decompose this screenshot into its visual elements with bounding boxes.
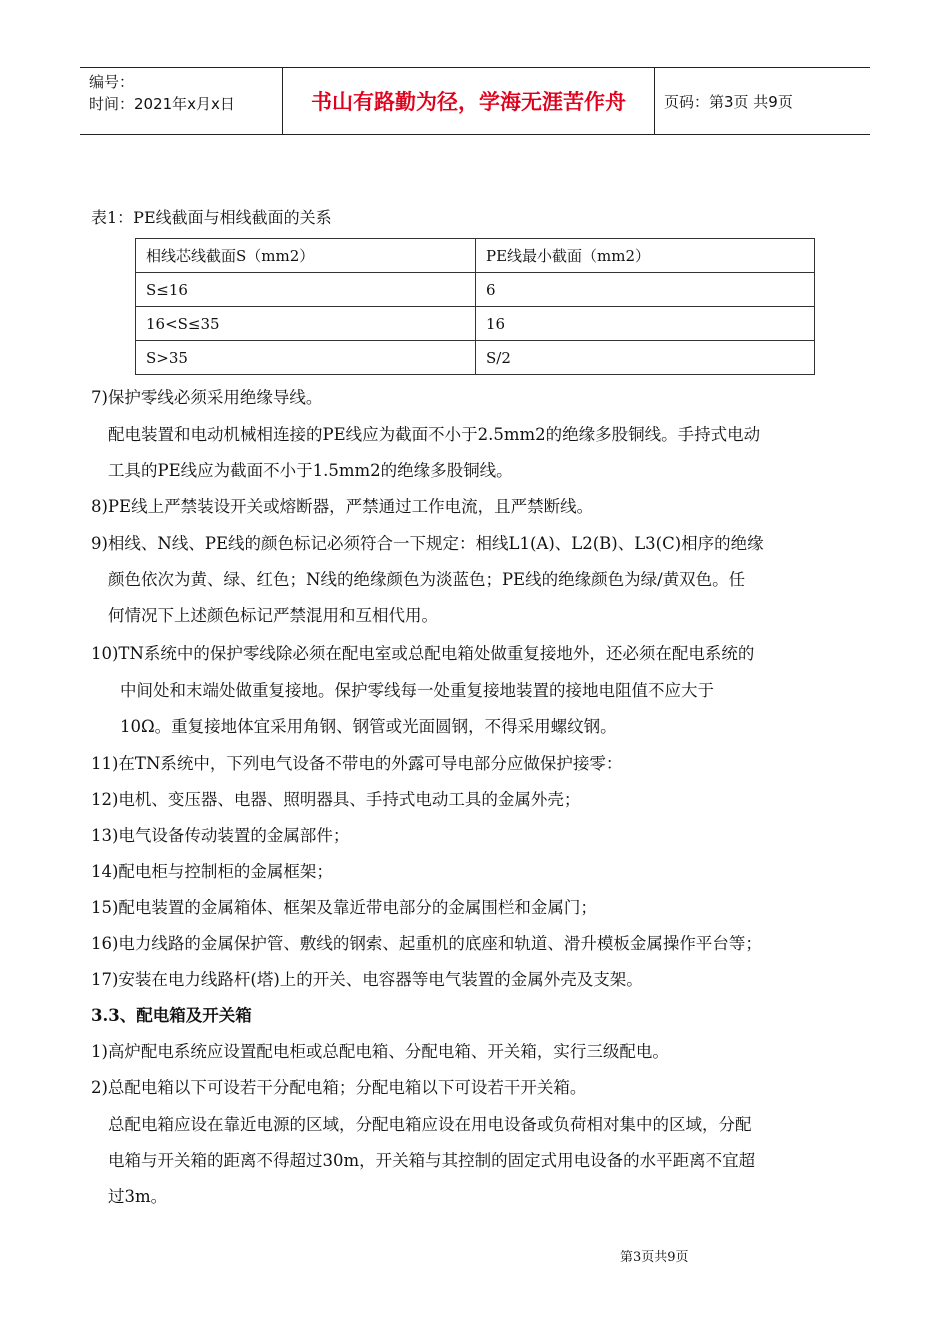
paragraph-line: 11)在TN系统中，下列电气设备不带电的外露可导电部分应做保护接零： bbox=[91, 754, 623, 773]
pe-section-table bbox=[135, 238, 815, 375]
date-label: 时间：2021年x月x日 bbox=[89, 95, 235, 113]
paragraph-line: 何情况下上述颜色标记严禁混用和互相代用。 bbox=[108, 606, 438, 625]
paragraph-line: 2)总配电箱以下可设若干分配电箱；分配电箱以下可设若干开关箱。 bbox=[91, 1078, 587, 1097]
table-row bbox=[136, 307, 815, 341]
table-cell: 16 bbox=[476, 307, 815, 341]
paragraph-line: 过3m。 bbox=[108, 1187, 168, 1206]
paragraph-line: 9)相线、N线、PE线的颜色标记必须符合一下规定：相线L1(A)、L2(B)、L3(C)相序的绝缘 bbox=[91, 534, 764, 553]
header-motto: 书山有路勤为径，学海无涯苦作舟 bbox=[282, 68, 655, 134]
section-heading: 3.3、配电箱及开关箱 bbox=[91, 1006, 252, 1025]
paragraph-line: 8)PE线上严禁装设开关或熔断器，严禁通过工作电流，且严禁断线。 bbox=[91, 497, 594, 516]
paragraph-line: 12)电机、变压器、电器、照明器具、手持式电动工具的金属外壳； bbox=[91, 790, 581, 809]
table-cell: S≤16 bbox=[136, 273, 476, 307]
table-cell: 相线芯线截面S（mm2） bbox=[136, 239, 476, 273]
paragraph-line: 13)电气设备传动装置的金属部件； bbox=[91, 826, 350, 845]
paragraph-line: 7)保护零线必须采用绝缘导线。 bbox=[91, 388, 323, 407]
paragraph-line: 15)配电装置的金属箱体、框架及靠近带电部分的金属围栏和金属门； bbox=[91, 898, 597, 917]
table-row bbox=[136, 273, 815, 307]
table-header-row bbox=[136, 239, 815, 273]
table-cell: S/2 bbox=[476, 341, 815, 375]
paragraph-line: 配电装置和电动机械相连接的PE线应为截面不小于2.5mm2的绝缘多股铜线。手持式电动 bbox=[108, 425, 761, 444]
paragraph-line: 14)配电柜与控制柜的金属框架； bbox=[91, 862, 333, 881]
table-row bbox=[136, 341, 815, 375]
paragraph-line: 16)电力线路的金属保护管、敷线的钢索、起重机的底座和轨道、滑升模板金属操作平台等； bbox=[91, 934, 762, 953]
footer-page-number: 第3页共9页 bbox=[620, 1250, 689, 1265]
paragraph-line: 电箱与开关箱的距离不得超过30m，开关箱与其控制的固定式用电设备的水平距离不宜超 bbox=[108, 1151, 756, 1170]
header-meta bbox=[80, 68, 282, 134]
table-cell: PE线最小截面（mm2） bbox=[476, 239, 815, 273]
paragraph-line: 总配电箱应设在靠近电源的区域，分配电箱应设在用电设备或负荷相对集中的区域，分配 bbox=[108, 1115, 752, 1134]
table-caption: 表1：PE线截面与相线截面的关系 bbox=[91, 208, 332, 227]
table-cell: S>35 bbox=[136, 341, 476, 375]
header-page-number: 页码：第3页 共9页 bbox=[664, 92, 793, 111]
table-cell: 16<S≤35 bbox=[136, 307, 476, 341]
paragraph-line: 颜色依次为黄、绿、红色；N线的绝缘颜色为淡蓝色；PE线的绝缘颜色为绿/黄双色。任 bbox=[108, 570, 746, 589]
paragraph-line: 17)安装在电力线路杆(塔)上的开关、电容器等电气装置的金属外壳及支架。 bbox=[91, 970, 643, 989]
paragraph-line: 10)TN系统中的保护零线除必须在配电室或总配电箱处做重复接地外，还必须在配电系统的 bbox=[91, 644, 755, 663]
paragraph-line: 工具的PE线应为截面不小于1.5mm2的绝缘多股铜线。 bbox=[108, 461, 513, 480]
paragraph-line: 10Ω。重复接地体宜采用角钢、钢管或光面圆钢，不得采用螺纹钢。 bbox=[120, 717, 617, 736]
paragraph-line: 1)高炉配电系统应设置配电柜或总配电箱、分配电箱、开关箱，实行三级配电。 bbox=[91, 1042, 669, 1061]
page-header bbox=[80, 67, 870, 135]
code-label: 编号： bbox=[89, 73, 135, 91]
paragraph-line: 中间处和末端处做重复接地。保护零线每一处重复接地装置的接地电阻值不应大于 bbox=[120, 681, 714, 700]
table-cell: 6 bbox=[476, 273, 815, 307]
